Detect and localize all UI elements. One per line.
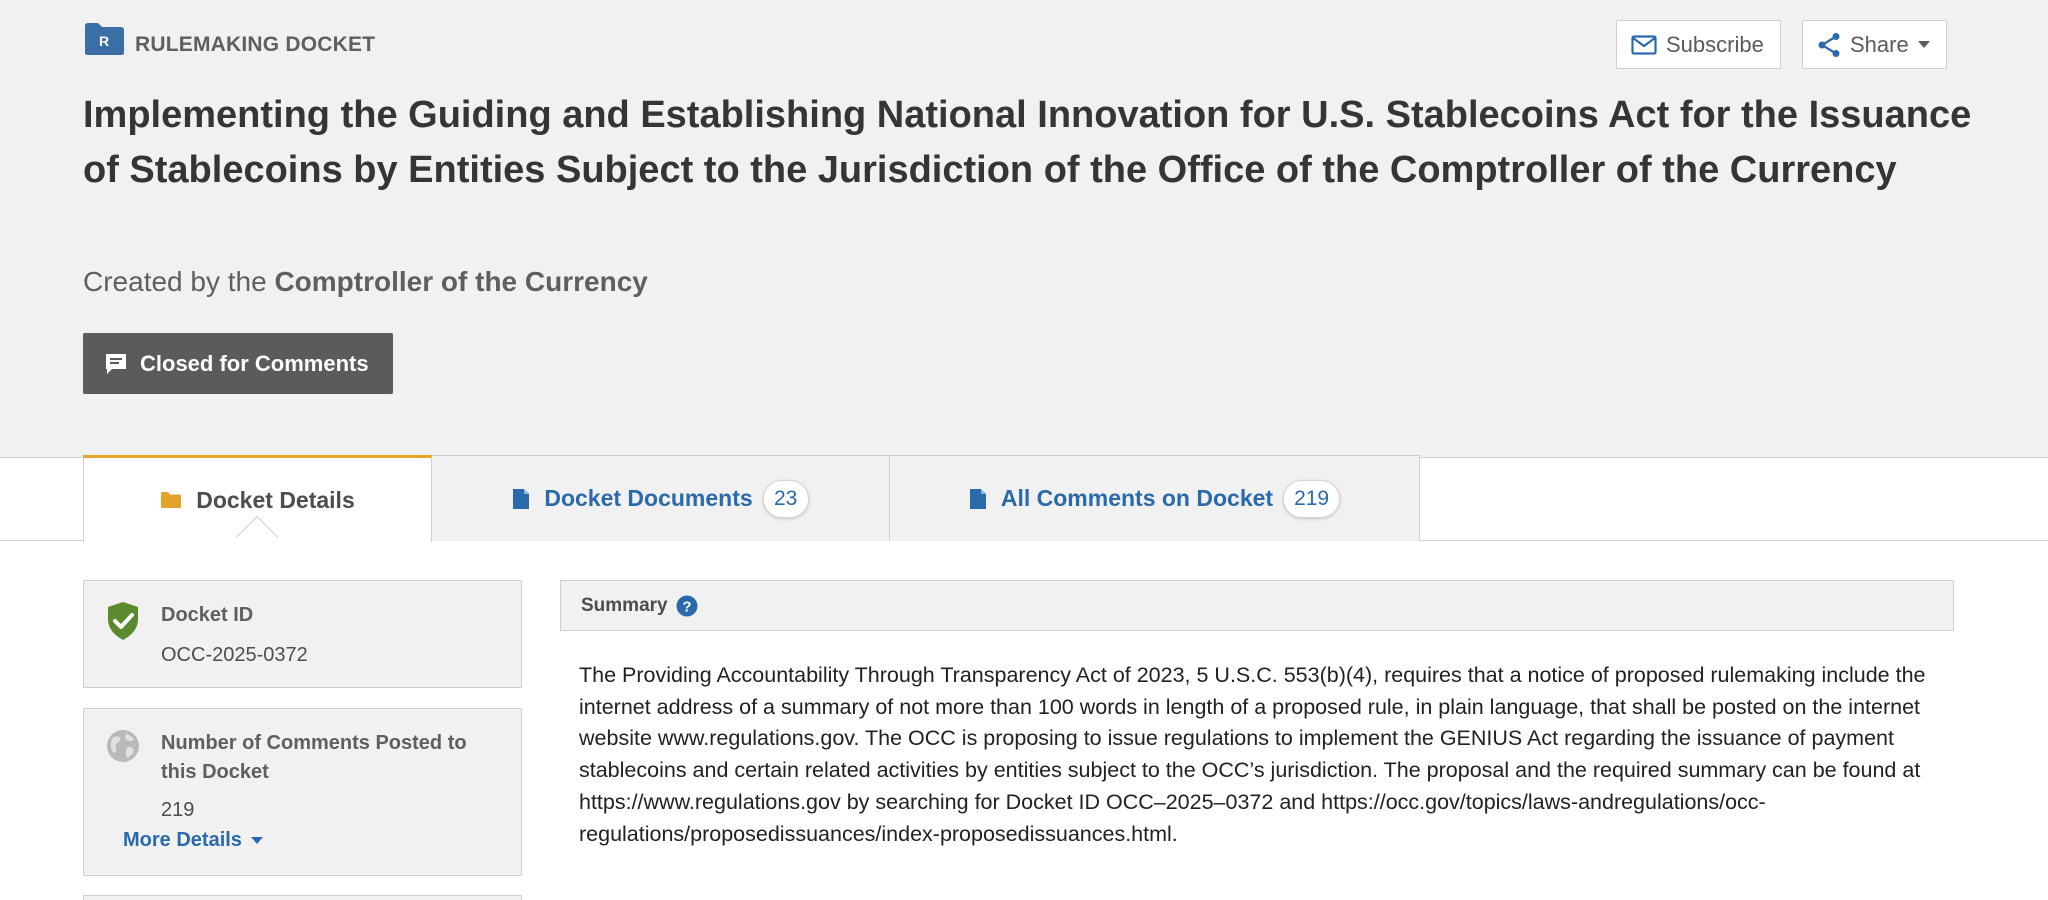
verified-shield-icon — [106, 601, 140, 641]
docket-id-value: OCC-2025-0372 — [161, 644, 308, 666]
summary-text: The Providing Accountability Through Transparency Act of 2023, 5 U.S.C. 553(b)(4), requires that a notice of proposed rulemaking include the internet address of a summary of not more than 100 words in length of a proposed rule, in plain language, that shall be posted on the internet website www.regulations.gov. The OCC is proposing to issue regulations to implement the GENIUS Act regarding the issuance of payment stablecoins and certain related activities by entities subject to the OCC’s jurisdiction. The proposal and the required summary can be found at https://www.regulations.gov by searching for Docket ID OCC–2025–0372 and https://occ.gov/topics/laws-andregulations/occ-regulations/proposedissuances/index-proposedissuances.html. — [579, 663, 1926, 846]
comments-count-value: 219 — [161, 799, 195, 821]
sidebar-card-next — [83, 895, 522, 900]
chevron-down-icon — [1918, 41, 1930, 48]
tab-docket-documents[interactable] — [432, 455, 890, 541]
more-details-toggle[interactable] — [123, 829, 263, 852]
created-by — [83, 266, 648, 298]
share-icon — [1817, 32, 1841, 58]
tab-docket-documents-label: Docket Documents — [544, 485, 753, 511]
subscribe-button[interactable] — [1616, 20, 1781, 69]
envelope-icon — [1631, 35, 1657, 55]
created-by-prefix: Created by the — [83, 266, 267, 297]
share-label: Share — [1850, 31, 1909, 57]
globe-icon — [106, 729, 140, 763]
tab-all-comments-label: All Comments on Docket — [1000, 485, 1274, 511]
docket-tabs — [0, 455, 2048, 541]
summary-header — [560, 580, 1954, 631]
help-icon[interactable] — [676, 595, 698, 617]
document-icon — [969, 488, 987, 510]
svg-text:R: R — [98, 33, 110, 49]
comment-closed-icon — [104, 352, 128, 376]
rulemaking-folder-icon — [83, 22, 125, 56]
share-button[interactable] — [1802, 20, 1947, 69]
docket-id-label: Docket ID — [161, 604, 254, 626]
comment-status-label: Closed for Comments — [140, 350, 369, 376]
agency-name: Comptroller of the Currency — [274, 266, 648, 297]
comments-count-label: Number of Comments Posted to this Docket — [161, 732, 467, 783]
folder-icon — [160, 491, 182, 509]
comments-count-card — [83, 708, 522, 876]
tab-docket-details-label: Docket Details — [196, 486, 355, 513]
subscribe-label: Subscribe — [1666, 31, 1764, 57]
page-title: Implementing the Guiding and Establishing National Innovation for U.S. Stablecoins Act for the Issuance of Stablecoins by Entities Subject to the Jurisdiction of the Office of the Comptroller of the Currency — [83, 94, 1972, 191]
more-details-label: More Details — [123, 829, 242, 851]
document-icon — [512, 488, 530, 510]
svg-text:?: ? — [682, 598, 692, 615]
tab-all-comments[interactable] — [890, 455, 1420, 541]
docket-type-label: RULEMAKING DOCKET — [135, 33, 376, 56]
comments-count-badge: 219 — [1283, 480, 1340, 518]
documents-count-badge: 23 — [763, 480, 809, 518]
summary-heading: Summary — [581, 594, 668, 616]
chevron-down-icon — [251, 837, 263, 844]
docket-id-card — [83, 580, 522, 688]
comment-status-button[interactable] — [83, 333, 393, 394]
